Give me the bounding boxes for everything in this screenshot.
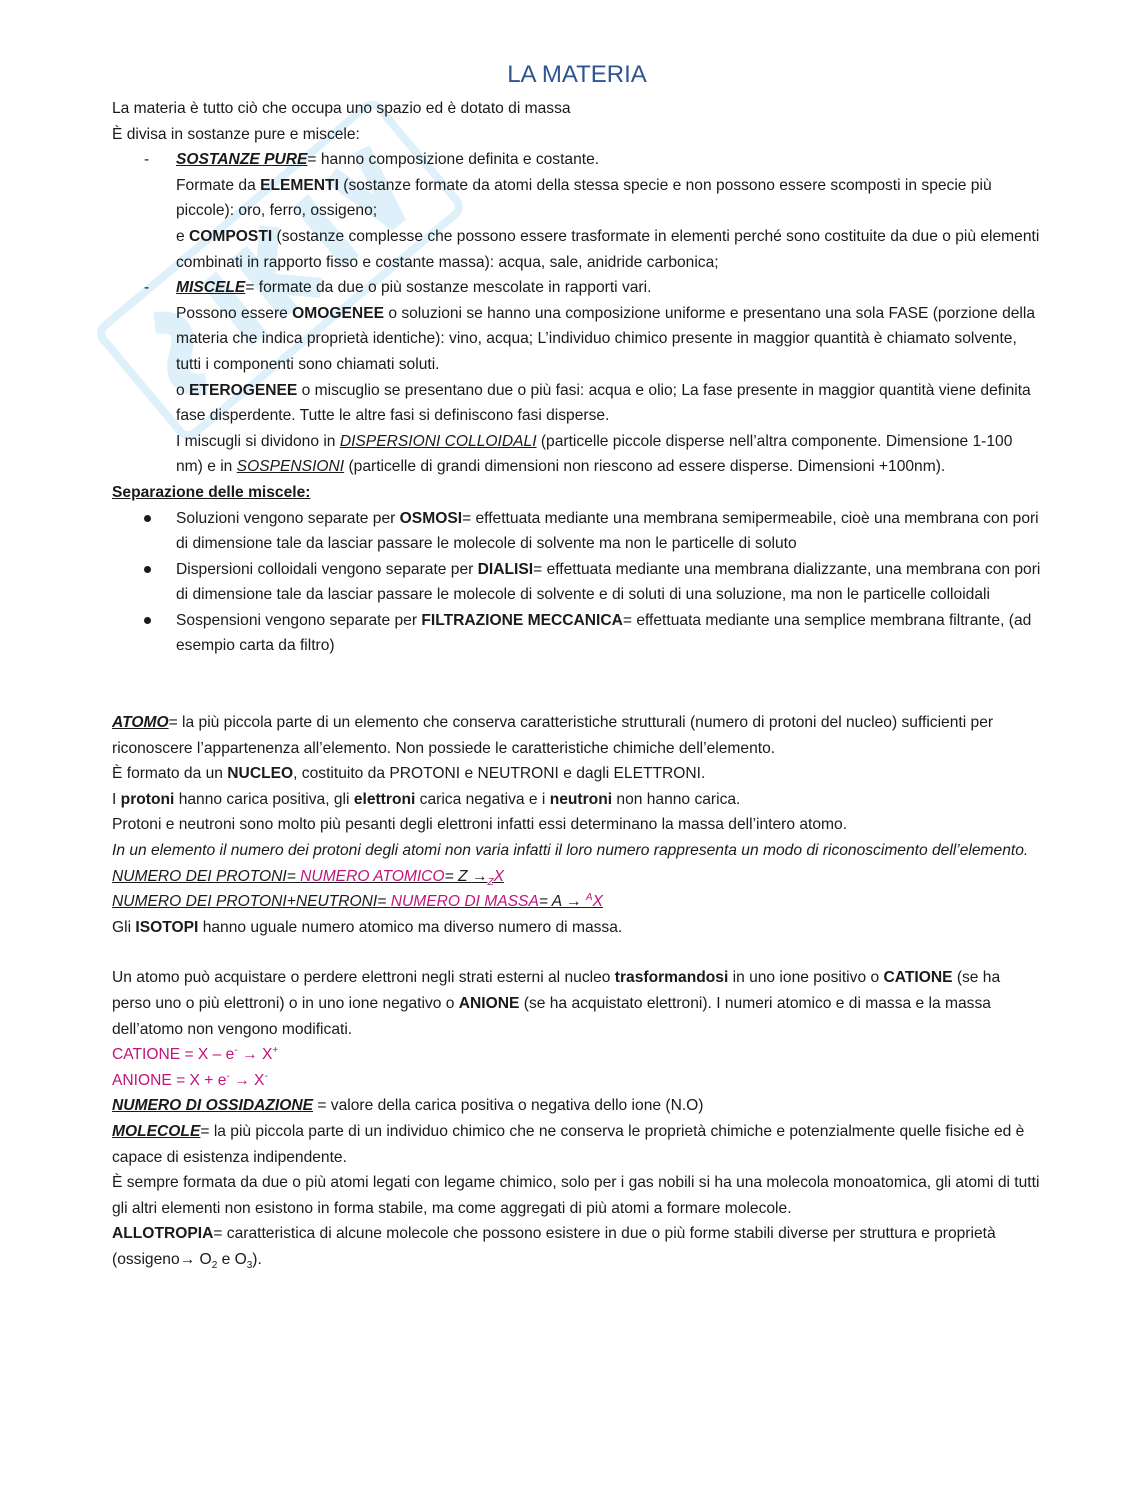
bullet-icon (144, 515, 151, 522)
list-item-dialysis: Dispersioni colloidali vengono separate per DIALISI= effettuata mediante una membrana dializzante, una membrana con pori di dimensione tale da lasciar passare le molecole di solvente e di soluti di una soluzione, ma non le particelle colloidali (112, 557, 1042, 608)
molecules-paragraph: È sempre formata da due o più atomi legati con legame chimico, solo per i gas nobili si ha una molecola monoatomica, gli atomi di tutti gli altri elementi non esistono in forma stabile, ma come aggregati di più atomi a formare molecole. (112, 1174, 1040, 1217)
list-item-mixtures: - MISCELE= formate da due o più sostanze mescolate in rapporti vari. Possono essere OMOGENEE o soluzioni se hanno una composizione uniforme e presentano una sola FASE (porzione della materia che indica proprietà identiche): vino, acqua; L’individuo chimico presente in maggior quantità è chiamato solvente, tutti i componenti sono chiamati soluti. o ETEROGENEE o miscuglio se presentano due o più fasi: acqua e olio; La fase presente in maggior quantità viene definita fase disperdente. Tutte le altre fasi si definiscono fasi disperse. I miscugli si dividono in DISPERSIONI COLLOIDALI (particelle piccole disperse nell’altra componente. Dimensione 1-100 nm) e in SOSPENSIONI (particelle di grandi dimensioni non riescono ad essere disperse. Dimensioni +100nm). (144, 279, 1036, 476)
list-item-filtration: Sospensioni vengono separate per FILTRAZIONE MECCANICA= effettuata mediante una semplice membrana filtrante, (ad esempio carta da filtro) (112, 608, 1042, 659)
section-heading-separation: Separazione delle miscele: (112, 483, 311, 501)
term-homogeneous: OMOGENEE (292, 304, 384, 322)
arrow-icon: → (234, 1071, 250, 1089)
term-elements: ELEMENTI (260, 176, 339, 194)
intro-line: La materia è tutto ciò che occupa uno spazio ed è dotato di massa (112, 100, 571, 117)
term-colloidal-dispersions: DISPERSIONI COLLOIDALI (339, 432, 537, 450)
term-pure-substances: SOSTANZE PURE (176, 151, 308, 169)
atom-nucleus: È formato da un NUCLEO, costituito da PROTONI e NEUTRONI e dagli ELETTRONI. (112, 765, 706, 783)
bullet-icon (144, 566, 151, 573)
arrow-icon: → (179, 1250, 196, 1268)
term-allotropy: ALLOTROPIA (112, 1225, 214, 1243)
atom-mass: Protoni e neutroni sono molto più pesanti degli elettroni infatti essi determinano la massa dell’intero atomo. (112, 816, 848, 834)
term-molecules: MOLECOLE (112, 1122, 201, 1140)
bullet-icon (144, 617, 151, 624)
term-mixtures: MISCELE (176, 279, 246, 297)
arrow-icon: → (471, 867, 488, 885)
term-atom: ATOMO (112, 714, 169, 732)
formula-cation: CATIONE = X – e- → X+ (112, 1045, 279, 1064)
arrow-icon: → (242, 1046, 258, 1064)
formula-atomic-number: NUMERO DEI PROTONI= NUMERO ATOMICO= $Z \to_ZX$ (112, 867, 504, 888)
term-compounds: COMPOSTI (189, 227, 273, 245)
atom-charges: I protoni hanno carica positiva, gli elettroni carica negativa e i neutroni non hanno carica. (112, 790, 741, 808)
formula-mass-number: NUMERO DEI PROTONI+NEUTRONI= NUMERO DI MASSA= A → $^A$X (112, 892, 603, 911)
intro-line: È divisa in sostanze pure e miscele: (112, 125, 360, 143)
page-title: LA MATERIA (507, 61, 647, 88)
molecules-definition: MOLECOLE= la più piccola parte di un individuo chimico che ne conserva le proprietà chimiche e potenzialmente quelle fisiche ed è capace di esistenza indipendente. (112, 1122, 1025, 1166)
term-suspensions: SOSPENSIONI (236, 458, 345, 476)
term-heterogeneous: ETEROGENEE (189, 381, 298, 399)
list-item-pure-substances: - SOSTANZE PURE= hanno composizione definita e costante. Formate da ELEMENTI (sostanze formate da atomi della stessa specie e non possono essere scomposti in specie più piccole): oro, ferro, ossigeno; e COMPOSTI (sostanze complesse che possono essere trasformate in elementi perché sono costituite da due o più elementi combinati in rapporto fisso e costante massa): acqua, sale, anidride carbonica; (144, 151, 1040, 271)
arrow-icon: → (565, 893, 582, 911)
term-oxidation-number: NUMERO DI OSSIDAZIONE (112, 1097, 313, 1115)
allotropy-line: ALLOTROPIA= caratteristica di alcune molecole che possono esistere in due o più forme stabili diverse per struttura e proprietà (ossigeno→ $O_2$ e $O_3$). (112, 1225, 996, 1272)
atom-italic-note: In un elemento il numero dei protoni degli atomi non varia infatti il loro numero rappresenta un modo di riconoscimento dell’elemento. (112, 842, 1029, 860)
list-item-osmosis: Soluzioni vengono separate per OSMOSI= effettuata mediante una membrana semipermeabile, cioè una membrana con pori di dimensione tale da lasciar passare le molecole di solvente ma non le particelle di soluto (112, 506, 1042, 557)
document-page (112, 60, 1042, 1273)
isotopes-line: Gli ISOTOPI hanno uguale numero atomico ma diverso numero di massa. (112, 918, 623, 936)
formula-anion: ANIONE = X + e- → X- (112, 1070, 268, 1089)
atom-definition: ATOMO= la più piccola parte di un elemento che conserva caratteristiche strutturali (numero di protoni del nucleo) sufficienti per riconoscere l’appartenenza all’elemento. Non possiede le caratteristiche chimiche dell’elemento. (112, 714, 994, 757)
ions-paragraph: Un atomo può acquistare o perdere elettroni negli strati esterni al nucleo trasformandosi in uno ione positivo o CATIONE (se ha perso uno o più elettroni) o in uno ione negativo o ANIONE (se ha acquistato elettroni). I numeri atomico e di massa e la massa dell’atomo non vengono modificati. (112, 969, 1001, 1038)
oxidation-number-line: NUMERO DI OSSIDAZIONE = valore della carica positiva o negativa dello ione (N.O) (112, 1097, 704, 1115)
